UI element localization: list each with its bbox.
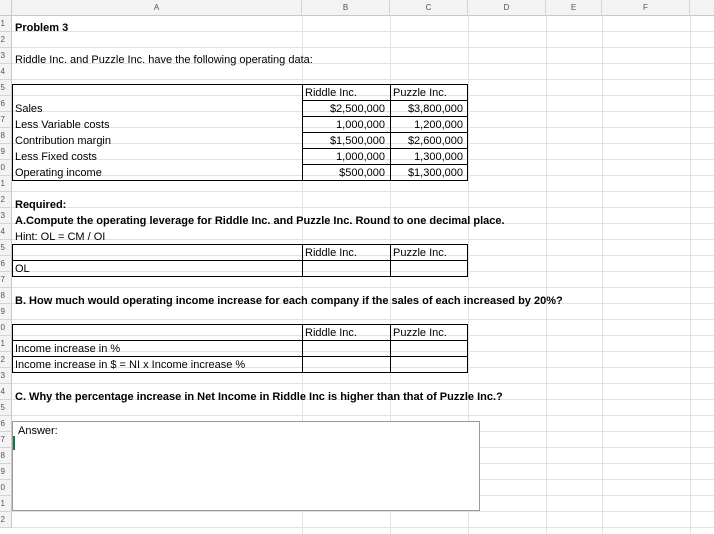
row-header[interactable]: 6 [0, 416, 12, 432]
row-label-contribution-margin: Contribution margin [15, 135, 111, 147]
row-header[interactable]: 3 [0, 368, 12, 384]
riddle-fixed-costs[interactable]: 1,000,000 [336, 151, 385, 163]
row-header[interactable]: 9 [0, 304, 12, 320]
puzzle-ol-input[interactable] [391, 261, 467, 276]
column-header-e[interactable]: E [546, 0, 602, 16]
row-header[interactable]: 0 [0, 320, 12, 336]
gridline [546, 16, 547, 534]
row-header[interactable]: 2 [0, 512, 12, 528]
riddle-contribution-margin[interactable]: $1,500,000 [329, 135, 385, 147]
row-header[interactable]: 4 [0, 384, 12, 400]
column-header-c[interactable]: C [390, 0, 468, 16]
part-c-question: C. Why the percentage increase in Net Income in Riddle Inc is higher than that of Puzzle Inc.? [15, 391, 503, 403]
column-header-next[interactable] [690, 0, 714, 16]
problem-title: Problem 3 [15, 22, 69, 34]
row-header[interactable]: 9 [0, 464, 12, 480]
column-header-a[interactable]: A [12, 0, 302, 16]
row-header[interactable]: 4 [0, 64, 12, 80]
gridline [690, 16, 691, 534]
gridline [12, 31, 714, 32]
riddle-sales[interactable]: $2,500,000 [329, 103, 385, 115]
column-header-f[interactable]: F [602, 0, 690, 16]
puzzle-variable-costs[interactable]: 1,200,000 [414, 119, 463, 131]
row-header[interactable]: 3 [0, 48, 12, 64]
gridline [12, 239, 714, 240]
row-header[interactable]: 7 [0, 432, 12, 448]
row-header[interactable]: 8 [0, 128, 12, 144]
riddle-variable-costs[interactable]: 1,000,000 [336, 119, 385, 131]
column-header-d[interactable]: D [468, 0, 546, 16]
header-puzzle: Puzzle Inc. [393, 87, 447, 99]
riddle-income-dollars-input[interactable] [303, 357, 389, 372]
row-header[interactable]: 2 [0, 352, 12, 368]
gridline [12, 527, 714, 528]
answer-label: Answer: [18, 425, 58, 437]
answer-textbox[interactable] [12, 421, 480, 511]
row-header[interactable]: 5 [0, 240, 12, 256]
text-cursor [13, 436, 15, 450]
gridline [12, 319, 714, 320]
header-riddle: Riddle Inc. [305, 87, 357, 99]
row-header[interactable]: 6 [0, 256, 12, 272]
row-header[interactable]: 7 [0, 112, 12, 128]
row-header[interactable]: 2 [0, 192, 12, 208]
part-b-header-puzzle: Puzzle Inc. [393, 327, 447, 339]
puzzle-contribution-margin[interactable]: $2,600,000 [407, 135, 463, 147]
gridline [12, 383, 714, 384]
row-header[interactable]: 0 [0, 480, 12, 496]
row-header[interactable]: 5 [0, 80, 12, 96]
row-label-variable-costs: Less Variable costs [15, 119, 110, 131]
row-header[interactable]: 5 [0, 400, 12, 416]
gridline [12, 207, 714, 208]
part-b-row-label-percent: Income increase in % [15, 343, 121, 355]
part-b-header-riddle: Riddle Inc. [305, 327, 357, 339]
row-header[interactable]: 8 [0, 448, 12, 464]
part-a-header-puzzle: Puzzle Inc. [393, 247, 447, 259]
required-label: Required: [15, 199, 67, 211]
gridline [12, 287, 714, 288]
puzzle-income-dollars-input[interactable] [391, 357, 467, 372]
intro-text: Riddle Inc. and Puzzle Inc. have the following operating data: [15, 54, 313, 66]
puzzle-sales[interactable]: $3,800,000 [407, 103, 463, 115]
row-header[interactable]: 0 [0, 160, 12, 176]
riddle-income-percent-input[interactable] [303, 341, 389, 356]
row-header[interactable]: 7 [0, 272, 12, 288]
part-b-question: B. How much would operating income increase for each company if the sales of each increased by 20%? [15, 295, 563, 307]
row-header[interactable]: 1 [0, 336, 12, 352]
puzzle-income-percent-input[interactable] [391, 341, 467, 356]
row-header[interactable]: 3 [0, 208, 12, 224]
row-header[interactable]: 6 [0, 96, 12, 112]
gridline [12, 79, 714, 80]
row-label-fixed-costs: Less Fixed costs [15, 151, 97, 163]
part-a-header-riddle: Riddle Inc. [305, 247, 357, 259]
row-header[interactable]: 1 [0, 16, 12, 32]
row-label-operating-income: Operating income [15, 167, 102, 179]
part-b-row-label-dollars: Income increase in $ = NI x Income increase % [15, 359, 246, 371]
row-header[interactable]: 8 [0, 288, 12, 304]
gridline [602, 16, 603, 534]
row-header[interactable]: 4 [0, 224, 12, 240]
row-header[interactable]: 9 [0, 144, 12, 160]
gridline [12, 47, 714, 48]
puzzle-fixed-costs[interactable]: 1,300,000 [414, 151, 463, 163]
gridline [12, 415, 714, 416]
part-a-question: A.Compute the operating leverage for Riddle Inc. and Puzzle Inc. Round to one decimal place. [15, 215, 505, 227]
gridline [12, 191, 714, 192]
row-header[interactable]: 1 [0, 496, 12, 512]
column-header-b[interactable]: B [302, 0, 390, 16]
gridline [12, 511, 714, 512]
row-label-sales: Sales [15, 103, 43, 115]
row-header[interactable]: 1 [0, 176, 12, 192]
puzzle-operating-income[interactable]: $1,300,000 [407, 167, 463, 179]
riddle-ol-input[interactable] [303, 261, 389, 276]
part-a-row-label-ol: OL [15, 263, 30, 275]
riddle-operating-income[interactable]: $500,000 [339, 167, 385, 179]
select-all-corner[interactable] [0, 0, 12, 16]
part-a-hint: Hint: OL = CM / OI [15, 231, 106, 243]
row-header[interactable]: 2 [0, 32, 12, 48]
